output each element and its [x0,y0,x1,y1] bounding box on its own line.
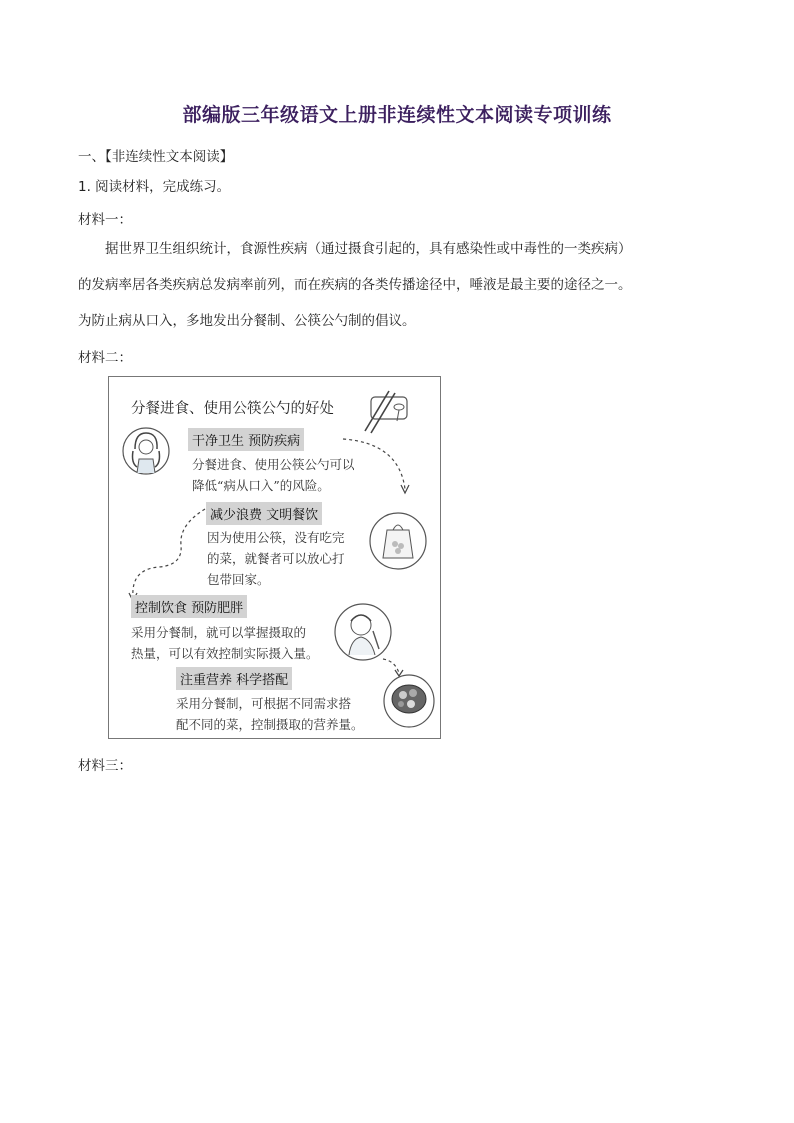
girl-sneezing-icon [121,421,171,481]
benefit-tag-waste: 减少浪费 文明餐饮 [206,502,322,525]
benefit-desc-hygiene [192,454,355,496]
material3-label: 材料三： [78,758,132,774]
paragraph-line: 的发病率居各类疾病总发病率前列，而在疾病的各类传播途径中，唾液是最主要的途径之一。 [78,277,632,293]
desc-line: 因为使用公筷，没有吃完 [207,530,345,545]
desc-line: 采用分餐制，可根据不同需求搭 [176,696,352,711]
desc-line: 降低“病从口入”的风险。 [192,478,330,493]
infographic [108,376,441,739]
child-eating-icon [333,601,393,663]
question-text: 1. 阅读材料，完成练习。 [78,179,231,195]
benefit-tag-diet: 控制饮食 预防肥胖 [131,595,247,618]
benefit-tag-hygiene: 干净卫生 预防疾病 [188,428,304,451]
benefit-tag-nutrition: 注重营养 科学搭配 [176,667,292,690]
desc-line: 包带回家。 [207,572,270,587]
benefit-desc-diet [131,622,319,664]
paragraph-line: 据世界卫生组织统计，食源性疾病（通过摄食引起的，具有感染性或中毒性的一类疾病） [105,241,632,257]
material2-label: 材料二： [78,350,132,366]
desc-line: 采用分餐制，就可以掌握摄取的 [131,625,307,640]
benefit-desc-nutrition [176,693,364,735]
desc-line: 分餐进食、使用公筷公勺可以 [192,457,355,472]
page-title: 部编版三年级语文上册非连续性文本阅读专项训练 [182,104,612,126]
section-heading: 一、【非连续性文本阅读】 [78,149,234,165]
takeaway-bag-icon [367,510,429,572]
dashed-arrow [339,433,419,503]
benefit-desc-waste [207,527,345,590]
material1-paragraph [78,231,728,339]
dashed-arrow [119,505,209,605]
food-bowl-icon [381,671,437,731]
chopsticks-spoon-icon [359,387,411,437]
desc-line: 热量，可以有效控制实际摄入量。 [131,646,319,661]
infographic-title: 分餐进食、使用公筷公勺的好处 [131,401,334,417]
material1-label: 材料一： [78,212,132,228]
desc-line: 的菜，就餐者可以放心打 [207,551,345,566]
paragraph-line: 为防止病从口入，多地发出分餐制、公筷公勺制的倡议。 [78,313,416,329]
desc-line: 配不同的菜，控制摄取的营养量。 [176,717,364,732]
